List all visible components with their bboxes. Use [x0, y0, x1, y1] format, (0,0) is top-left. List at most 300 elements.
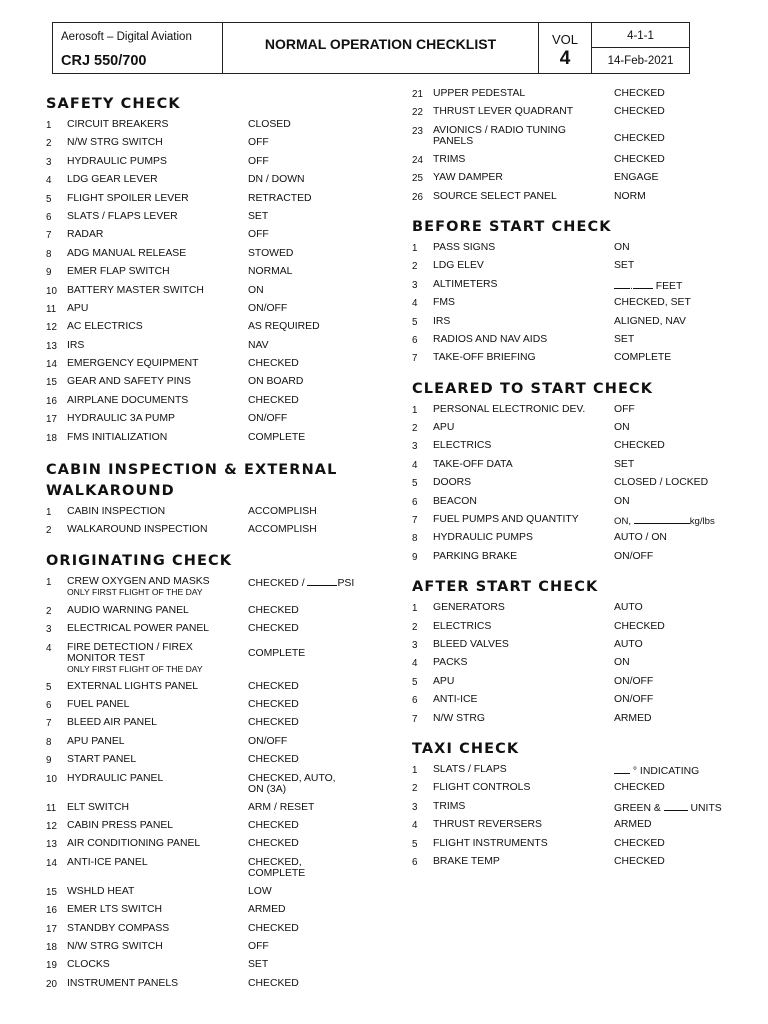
row-value: SET	[614, 458, 635, 470]
checklist-row	[46, 119, 376, 137]
volume-number: 4	[559, 48, 571, 69]
row-value: ENGAGE	[614, 172, 659, 184]
row-item: HYDRAULIC PUMPS	[433, 532, 533, 544]
checklist-row	[412, 676, 732, 694]
row-item: THRUST REVERSERS	[433, 819, 542, 831]
row-number: 11	[46, 303, 57, 315]
row-value: CHECKED	[248, 698, 299, 710]
checklist-row	[412, 172, 732, 190]
checklist-row	[412, 514, 732, 532]
blank-field	[633, 279, 653, 289]
row-item: WSHLD HEAT	[67, 885, 135, 897]
row-note: ONLY FIRST FLIGHT OF THE DAY	[67, 586, 203, 597]
row-number: 4	[412, 459, 418, 471]
row-note: ONLY FIRST FLIGHT OF THE DAY	[67, 663, 203, 674]
row-item: LDG GEAR LEVER	[67, 174, 158, 186]
row-number: 2	[412, 783, 418, 795]
document-number: 4-1-1	[627, 30, 654, 42]
row-value: SET	[248, 210, 269, 222]
row-number: 1	[46, 120, 52, 131]
row-number: 8	[46, 736, 52, 748]
row-number: 1	[412, 603, 418, 615]
row-item: BLEED AIR PANEL	[67, 717, 157, 729]
row-item: SOURCE SELECT PANEL	[433, 190, 557, 202]
checklist-row	[412, 459, 732, 477]
row-value: CHECKED	[248, 623, 299, 635]
checklist-row	[412, 477, 732, 495]
row-value: OFF	[248, 229, 269, 241]
row-item: AC ELECTRICS	[67, 321, 143, 333]
checklist-row	[412, 279, 732, 297]
row-value: ON/OFF	[248, 302, 288, 314]
row-value: CHECKED	[614, 132, 665, 144]
header-company-cell	[53, 23, 223, 73]
row-value: OFF	[248, 137, 269, 149]
row-value: ARM / RESET	[248, 801, 315, 813]
checklist-row	[412, 639, 732, 657]
row-item: PARKING BRAKE	[433, 550, 518, 562]
row-item: FMS INITIALIZATION	[67, 431, 168, 443]
checklist-row	[412, 440, 732, 458]
row-item: APU	[67, 302, 89, 314]
row-item: DOORS	[433, 477, 472, 489]
row-number: 8	[46, 248, 52, 260]
row-item: ELECTRICS	[433, 620, 492, 632]
row-number: 22	[412, 107, 423, 119]
row-number: 17	[46, 414, 57, 426]
row-number: 2	[412, 621, 418, 633]
row-value: ALIGNED, NAV	[614, 315, 686, 327]
row-item: EMER LTS SWITCH	[67, 904, 163, 916]
row-value: CHECKED	[248, 922, 299, 934]
checklist-row	[412, 154, 732, 172]
document-date: 14-Feb-2021	[607, 55, 674, 67]
checklist-row	[46, 623, 376, 641]
section-title-after-start: AFTER START CHECK	[412, 579, 599, 596]
checklist-row	[412, 260, 732, 278]
row-value: ON	[614, 422, 630, 434]
row-item: STANDBY COMPASS	[67, 922, 170, 934]
row-value: ON/OFF	[614, 694, 654, 706]
row-number: 4	[412, 658, 418, 670]
row-item: IRS	[433, 315, 451, 327]
checklist-row	[412, 819, 732, 837]
row-item-line2: MONITOR TEST	[67, 652, 146, 664]
row-number: 9	[46, 755, 52, 767]
row-number: 3	[412, 441, 418, 453]
row-number: 17	[46, 923, 57, 935]
row-number: 2	[412, 423, 418, 435]
row-value: DN / DOWN	[248, 174, 305, 186]
row-number: 2	[46, 138, 52, 150]
row-number: 9	[46, 267, 52, 279]
row-value: OFF	[248, 155, 269, 167]
checklist-row	[412, 801, 732, 819]
row-value: CHECKED	[614, 440, 665, 452]
row-item: APU	[433, 422, 455, 434]
row-item: HYDRAULIC PANEL	[67, 772, 164, 784]
row-value: ACCOMPLISH	[248, 506, 317, 518]
row-value: AS REQUIRED	[248, 321, 320, 333]
checklist-row	[412, 334, 732, 352]
section-title-cabin	[46, 460, 376, 502]
row-number: 1	[46, 507, 52, 519]
row-value: OFF	[248, 940, 269, 952]
row-item: AIR CONDITIONING PANEL	[67, 838, 201, 850]
checklist-row	[46, 303, 376, 321]
row-value: NORMAL	[248, 266, 293, 278]
row-item: SLATS / FLAPS LEVER	[67, 210, 178, 222]
checklist-row	[412, 657, 732, 675]
row-value: CHECKED	[614, 782, 665, 794]
row-item: RADAR	[67, 229, 104, 241]
row-value: CHECKED	[248, 717, 299, 729]
row-item: START PANEL	[67, 754, 137, 766]
row-value-line2: COMPLETE	[248, 867, 306, 879]
row-number: 16	[46, 905, 57, 917]
checklist-row	[46, 773, 376, 802]
row-value: ARMED	[614, 712, 652, 724]
checklist-row	[46, 838, 376, 856]
row-item: HYDRAULIC 3A PUMP	[67, 413, 175, 425]
row-item: AIRPLANE DOCUMENTS	[67, 394, 189, 406]
row-item: PERSONAL ELECTRONIC DEV.	[433, 403, 586, 415]
row-value-line2: ON (3A)	[248, 783, 287, 795]
row-value-unit: FEET	[652, 280, 683, 292]
row-number: 24	[412, 154, 423, 166]
row-number: 16	[46, 395, 57, 407]
row-value: NORM	[614, 190, 646, 202]
row-item: EMER FLAP SWITCH	[67, 266, 170, 278]
row-number: 13	[46, 340, 57, 352]
row-number: 7	[412, 353, 418, 365]
header-ref-cell	[592, 23, 689, 73]
row-item: GEAR AND SAFETY PINS	[67, 376, 191, 388]
row-value: ON/OFF	[614, 550, 654, 562]
checklist-row	[46, 211, 376, 229]
row-value: CHECKED	[614, 837, 665, 849]
right-column	[412, 88, 732, 874]
checklist-row	[46, 174, 376, 192]
row-number: 14	[46, 857, 57, 869]
row-value: CHECKED	[248, 680, 299, 692]
row-item: TRIMS	[433, 153, 466, 165]
row-item: ANTI-ICE	[433, 694, 478, 706]
row-item: FLIGHT CONTROLS	[433, 782, 531, 794]
row-value-separator: .	[630, 280, 633, 292]
row-number: 6	[46, 699, 52, 711]
row-number: 1	[412, 764, 418, 776]
row-value: ACCOMPLISH	[248, 524, 317, 536]
row-value: CHECKED	[248, 604, 299, 616]
row-value: ON/OFF	[248, 413, 288, 425]
row-value-unit: ° INDICATING	[630, 765, 700, 777]
row-value: ON	[614, 495, 630, 507]
row-value: CHECKED	[248, 358, 299, 370]
checklist-row	[412, 782, 732, 800]
row-value: ON/OFF	[614, 675, 654, 687]
row-item: ELT SWITCH	[67, 801, 129, 813]
checklist-row	[46, 699, 376, 717]
checklist-row	[46, 432, 376, 450]
row-value: ON	[248, 284, 264, 296]
row-item: GENERATORS	[433, 602, 505, 614]
row-value: CHECKED /	[248, 577, 308, 589]
checklist-row	[46, 736, 376, 754]
row-number: 5	[412, 478, 418, 490]
row-number: 21	[412, 89, 423, 100]
checklist-row	[46, 340, 376, 358]
row-number: 10	[46, 285, 57, 297]
row-value: CHECKED	[614, 620, 665, 632]
checklist-row	[46, 923, 376, 941]
row-number: 18	[46, 941, 57, 953]
blank-field	[614, 764, 630, 774]
row-number: 1	[46, 576, 52, 588]
row-number: 25	[412, 173, 423, 185]
checklist-row	[412, 838, 732, 856]
row-value: AUTO	[614, 602, 643, 614]
row-item: WALKAROUND INSPECTION	[67, 524, 208, 536]
row-value: COMPLETE	[248, 431, 306, 443]
checklist-row	[46, 642, 376, 681]
row-value: CHECKED,	[248, 856, 302, 868]
row-number: 2	[46, 525, 52, 537]
blank-field	[614, 279, 630, 289]
row-value: AUTO	[614, 638, 643, 650]
row-value: CHECKED	[614, 88, 665, 99]
row-item: RADIOS AND NAV AIDS	[433, 333, 548, 345]
row-number: 4	[412, 298, 418, 310]
row-item: APU PANEL	[67, 735, 125, 747]
row-value: RETRACTED	[248, 192, 312, 204]
row-value: GREEN &	[614, 802, 664, 814]
section-title-cabin-line1: CABIN INSPECTION & EXTERNAL	[46, 462, 338, 479]
row-value: CHECKED	[248, 819, 299, 831]
row-number: 5	[46, 681, 52, 693]
checklist-row	[412, 694, 732, 712]
checklist-row	[412, 191, 732, 209]
checklist-row	[46, 941, 376, 959]
checklist-row	[46, 395, 376, 413]
row-number: 1	[412, 404, 418, 416]
row-item: N/W STRG	[433, 712, 485, 724]
row-number: 5	[412, 316, 418, 328]
row-item: BEACON	[433, 495, 477, 507]
row-value: ON,	[614, 516, 634, 528]
row-item: PACKS	[433, 657, 468, 669]
row-item: EXTERNAL LIGHTS PANEL	[67, 680, 199, 692]
row-item: ADG MANUAL RELEASE	[67, 247, 187, 259]
row-number: 1	[412, 242, 418, 254]
row-number: 12	[46, 322, 57, 334]
row-number: 15	[46, 377, 57, 389]
row-number: 4	[46, 175, 52, 187]
row-number: 13	[46, 839, 57, 851]
checklist-row	[46, 193, 376, 211]
row-number: 11	[46, 802, 57, 814]
safety-check-list	[46, 119, 376, 450]
row-number: 2	[412, 261, 418, 273]
row-item: INSTRUMENT PANELS	[67, 977, 179, 989]
row-item: PASS SIGNS	[433, 241, 496, 253]
row-value: STOWED	[248, 247, 294, 259]
checklist-row	[46, 820, 376, 838]
company-name: Aerosoft – Digital Aviation	[61, 31, 192, 43]
row-number: 7	[412, 713, 418, 725]
row-value: ON/OFF	[248, 735, 288, 747]
checklist-row	[46, 321, 376, 339]
row-item: AUDIO WARNING PANEL	[67, 604, 189, 616]
checklist-row	[412, 713, 732, 731]
row-number: 8	[412, 533, 418, 545]
row-value-unit: PSI	[337, 577, 355, 589]
row-number: 5	[46, 193, 52, 205]
checklist-row	[412, 316, 732, 334]
row-item: YAW DAMPER	[433, 172, 503, 184]
row-value: CHECKED	[248, 977, 299, 989]
checklist-row	[46, 605, 376, 623]
row-value: ON	[614, 241, 630, 253]
document-title: NORMAL OPERATION CHECKLIST	[264, 36, 497, 52]
section-title-taxi: TAXI CHECK	[412, 740, 520, 757]
aircraft-type: CRJ 550/700	[61, 53, 147, 69]
row-item: CLOCKS	[67, 959, 110, 971]
row-item: LDG ELEV	[433, 260, 484, 272]
row-number: 7	[412, 515, 418, 527]
row-value: CHECKED	[248, 394, 299, 406]
checklist-row	[46, 802, 376, 820]
checklist-row	[46, 285, 376, 303]
header-volume-cell	[539, 23, 592, 73]
row-value-unit: UNITS	[687, 802, 722, 814]
row-item: BATTERY MASTER SWITCH	[67, 284, 204, 296]
row-item-line2: PANELS	[433, 135, 474, 147]
header-title-cell	[223, 23, 539, 73]
row-value: CLOSED	[248, 119, 291, 130]
row-value: SET	[614, 260, 635, 272]
checklist-row	[412, 856, 732, 874]
row-value: COMPLETE	[614, 352, 672, 364]
blank-field	[307, 576, 337, 586]
row-number: 12	[46, 820, 57, 832]
header-divider	[592, 47, 689, 48]
row-number: 14	[46, 359, 57, 371]
checklist-row	[46, 524, 376, 542]
checklist-row	[46, 266, 376, 284]
row-value: OFF	[614, 403, 635, 415]
row-number: 6	[412, 496, 418, 508]
row-item: EMERGENCY EQUIPMENT	[67, 358, 199, 370]
row-number: 5	[412, 838, 418, 850]
row-number: 9	[412, 551, 418, 563]
checklist-row	[412, 125, 732, 154]
row-value: SET	[248, 959, 269, 971]
blank-field	[664, 801, 688, 811]
checklist-row	[412, 602, 732, 620]
row-value-unit: kg/lbs	[689, 516, 715, 528]
row-number: 19	[46, 960, 57, 972]
checklist-row	[412, 297, 732, 315]
row-value: CHECKED, SET	[614, 297, 691, 309]
row-number: 26	[412, 191, 423, 203]
section-title-originating: ORIGINATING CHECK	[46, 552, 233, 569]
row-item: CABIN INSPECTION	[67, 506, 166, 518]
section-title-cleared-to-start: CLEARED TO START CHECK	[412, 380, 654, 397]
row-item: IRS	[67, 339, 85, 351]
checklist-row	[46, 886, 376, 904]
row-value: ON BOARD	[248, 376, 304, 388]
row-number: 6	[412, 695, 418, 707]
row-number: 6	[46, 211, 52, 223]
row-number: 3	[412, 639, 418, 651]
checklist-row	[412, 404, 732, 422]
checklist-row	[412, 496, 732, 514]
checklist-row	[412, 764, 732, 782]
row-item: FLIGHT SPOILER LEVER	[67, 192, 189, 204]
row-item: THRUST LEVER QUADRANT	[433, 106, 574, 118]
row-value: CHECKED	[248, 754, 299, 766]
checklist-row	[46, 156, 376, 174]
row-number: 4	[46, 642, 52, 654]
row-number: 5	[412, 676, 418, 688]
row-number: 3	[412, 279, 418, 291]
row-item: ELECTRICS	[433, 440, 492, 452]
blank-field	[634, 514, 690, 524]
row-value: COMPLETE	[248, 647, 306, 659]
checklist-row	[46, 681, 376, 699]
row-item: TRIMS	[433, 800, 466, 812]
row-value: CHECKED	[614, 153, 665, 165]
row-value: CHECKED	[614, 855, 665, 867]
checklist-row	[412, 352, 732, 370]
row-item: BRAKE TEMP	[433, 855, 500, 867]
checklist-row	[46, 358, 376, 376]
row-value: AUTO / ON	[614, 532, 667, 544]
row-item: N/W STRG SWITCH	[67, 940, 163, 952]
row-item: CABIN PRESS PANEL	[67, 819, 174, 831]
row-item: CREW OXYGEN AND MASKS	[67, 575, 210, 587]
row-number: 4	[412, 820, 418, 832]
checklist-row	[46, 857, 376, 886]
checklist-row	[46, 717, 376, 735]
document-header	[52, 22, 690, 74]
row-number: 23	[412, 125, 423, 137]
row-number: 2	[46, 605, 52, 617]
left-column	[46, 86, 376, 996]
checklist-row	[46, 576, 376, 605]
checklist-row	[412, 621, 732, 639]
row-value: NAV	[248, 339, 269, 351]
checklist-row	[46, 754, 376, 772]
row-item: FLIGHT INSTRUMENTS	[433, 837, 548, 849]
row-value: CHECKED	[248, 838, 299, 850]
row-value: CHECKED	[614, 106, 665, 118]
row-item: TAKE-OFF BRIEFING	[433, 352, 536, 364]
section-title-before-start: BEFORE START CHECK	[412, 218, 612, 235]
checklist-row	[412, 106, 732, 124]
row-number: 15	[46, 886, 57, 898]
row-number: 10	[46, 773, 57, 785]
row-item: ELECTRICAL POWER PANEL	[67, 623, 210, 635]
row-value: SET	[614, 333, 635, 345]
checklist-row	[46, 506, 376, 524]
checklist-row	[46, 229, 376, 247]
row-number: 20	[46, 978, 57, 990]
row-number: 7	[46, 718, 52, 730]
row-value: CHECKED, AUTO,	[248, 772, 336, 784]
row-item: BLEED VALVES	[433, 638, 509, 650]
